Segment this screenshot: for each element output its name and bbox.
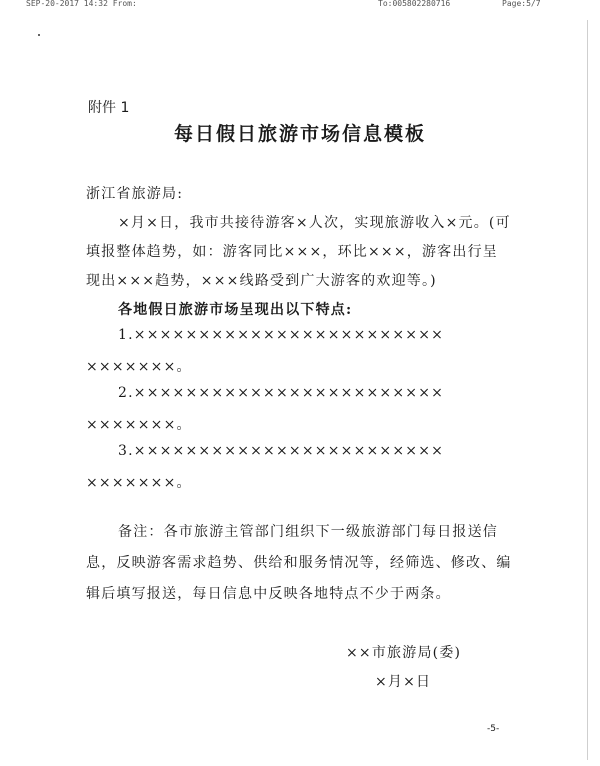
- fax-header-left: SEP-20-2017 14:32 From:: [26, 0, 137, 8]
- document-title: 每日假日旅游市场信息模板: [173, 123, 426, 145]
- fax-header: [0, 0, 600, 10]
- feature-item-line: ×××××××。: [86, 475, 192, 491]
- note-line: 备注：各市旅游主管部门组织下一级旅游部门每日报送信: [118, 524, 498, 540]
- body-line: 现出×××趋势，×××线路受到广大游客的欢迎等。): [86, 273, 437, 289]
- page-number: -5-: [487, 724, 500, 734]
- note-line: 辑后填写报送，每日信息中反映各地特点不少于两条。: [86, 586, 451, 602]
- feature-item-line: 3.××××××××××××××××××××××××: [118, 443, 445, 459]
- feature-item-line: ×××××××。: [86, 417, 192, 433]
- features-heading: 各地假日旅游市场呈现出以下特点:: [118, 302, 353, 318]
- note-line: 息，反映游客需求趋势、供给和服务情况等，经筛选、修改、编: [86, 555, 512, 571]
- attachment-label: 附件 1: [88, 100, 130, 116]
- fax-header-to: To:005802280716: [378, 0, 451, 8]
- feature-item-line: 2.××××××××××××××××××××××××: [118, 385, 445, 401]
- feature-item-line: 1.××××××××××××××××××××××××: [118, 327, 445, 343]
- body-line: ×月×日，我市共接待游客×人次，实现旅游收入×元。(可: [118, 215, 511, 231]
- feature-item-line: ×××××××。: [86, 359, 192, 375]
- body-line: 填报整体趋势，如：游客同比×××，环比×××，游客出行呈: [86, 244, 498, 260]
- fax-header-page: Page:5/7: [502, 0, 541, 8]
- scan-dot-mark: [38, 34, 40, 36]
- signature-date: ×月×日: [375, 674, 432, 690]
- recipient: 浙江省旅游局:: [86, 186, 184, 202]
- signature-org: ××市旅游局(委): [346, 645, 462, 661]
